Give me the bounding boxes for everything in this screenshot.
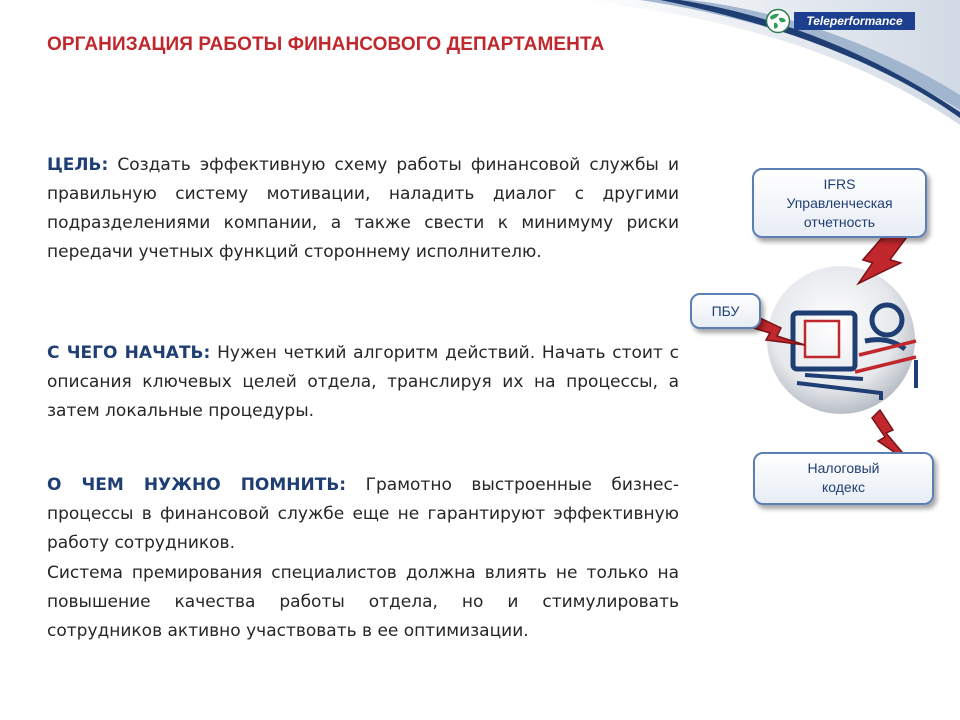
goal-text: Создать эффективную схему работы финансовой службы и правильную систему мотивации, наладить диалог с другими подразделениями компании, а также свести к минимуму риски передачи учетных функций стороннему исполнителю. — [47, 155, 679, 262]
tax-label: Налоговый — [807, 460, 880, 476]
ifrs-reporting-box — [752, 168, 927, 238]
pbu-label: ПБУ — [711, 303, 740, 319]
remember-paragraph — [47, 471, 679, 558]
remember-label: О ЧЕМ НУЖНО ПОМНИТЬ: — [47, 475, 347, 495]
ifrs-label: IFRS — [823, 176, 856, 192]
pressure-diagram — [680, 160, 955, 520]
company-logo — [765, 8, 915, 34]
goal-paragraph — [47, 151, 679, 267]
goal-label: ЦЕЛЬ: — [47, 155, 109, 175]
remember-text: Грамотно выстроенные бизнес-процессы в финансовой службе еще не гарантируют эффективную работу сотрудников. — [47, 475, 679, 553]
bonus-paragraph — [47, 559, 679, 646]
pbu-box — [690, 293, 761, 329]
bonus-text: Система премирования специалистов должна влиять не только на повышение качества работы отдела, но и стимулировать сотрудников активно участвовать в ее оптимизации. — [47, 563, 679, 641]
code-label: кодекс — [822, 479, 865, 495]
start-text: Нужен четкий алгоритм действий. Начать стоит с описания ключевых целей отдела, транслируя их на процессы, а затем локальные процедуры. — [47, 343, 679, 421]
tax-code-box — [753, 452, 934, 505]
start-label: С ЧЕГО НАЧАТЬ: — [47, 343, 211, 363]
brand-name: Teleperformance — [794, 12, 915, 30]
management-label: Управленческая — [786, 195, 893, 211]
reporting-label: отчетность — [803, 214, 876, 230]
globe-icon — [765, 8, 791, 34]
start-paragraph — [47, 339, 679, 426]
page-title: ОРГАНИЗАЦИЯ РАБОТЫ ФИНАНСОВОГО ДЕПАРТАМЕНТА — [47, 34, 605, 55]
